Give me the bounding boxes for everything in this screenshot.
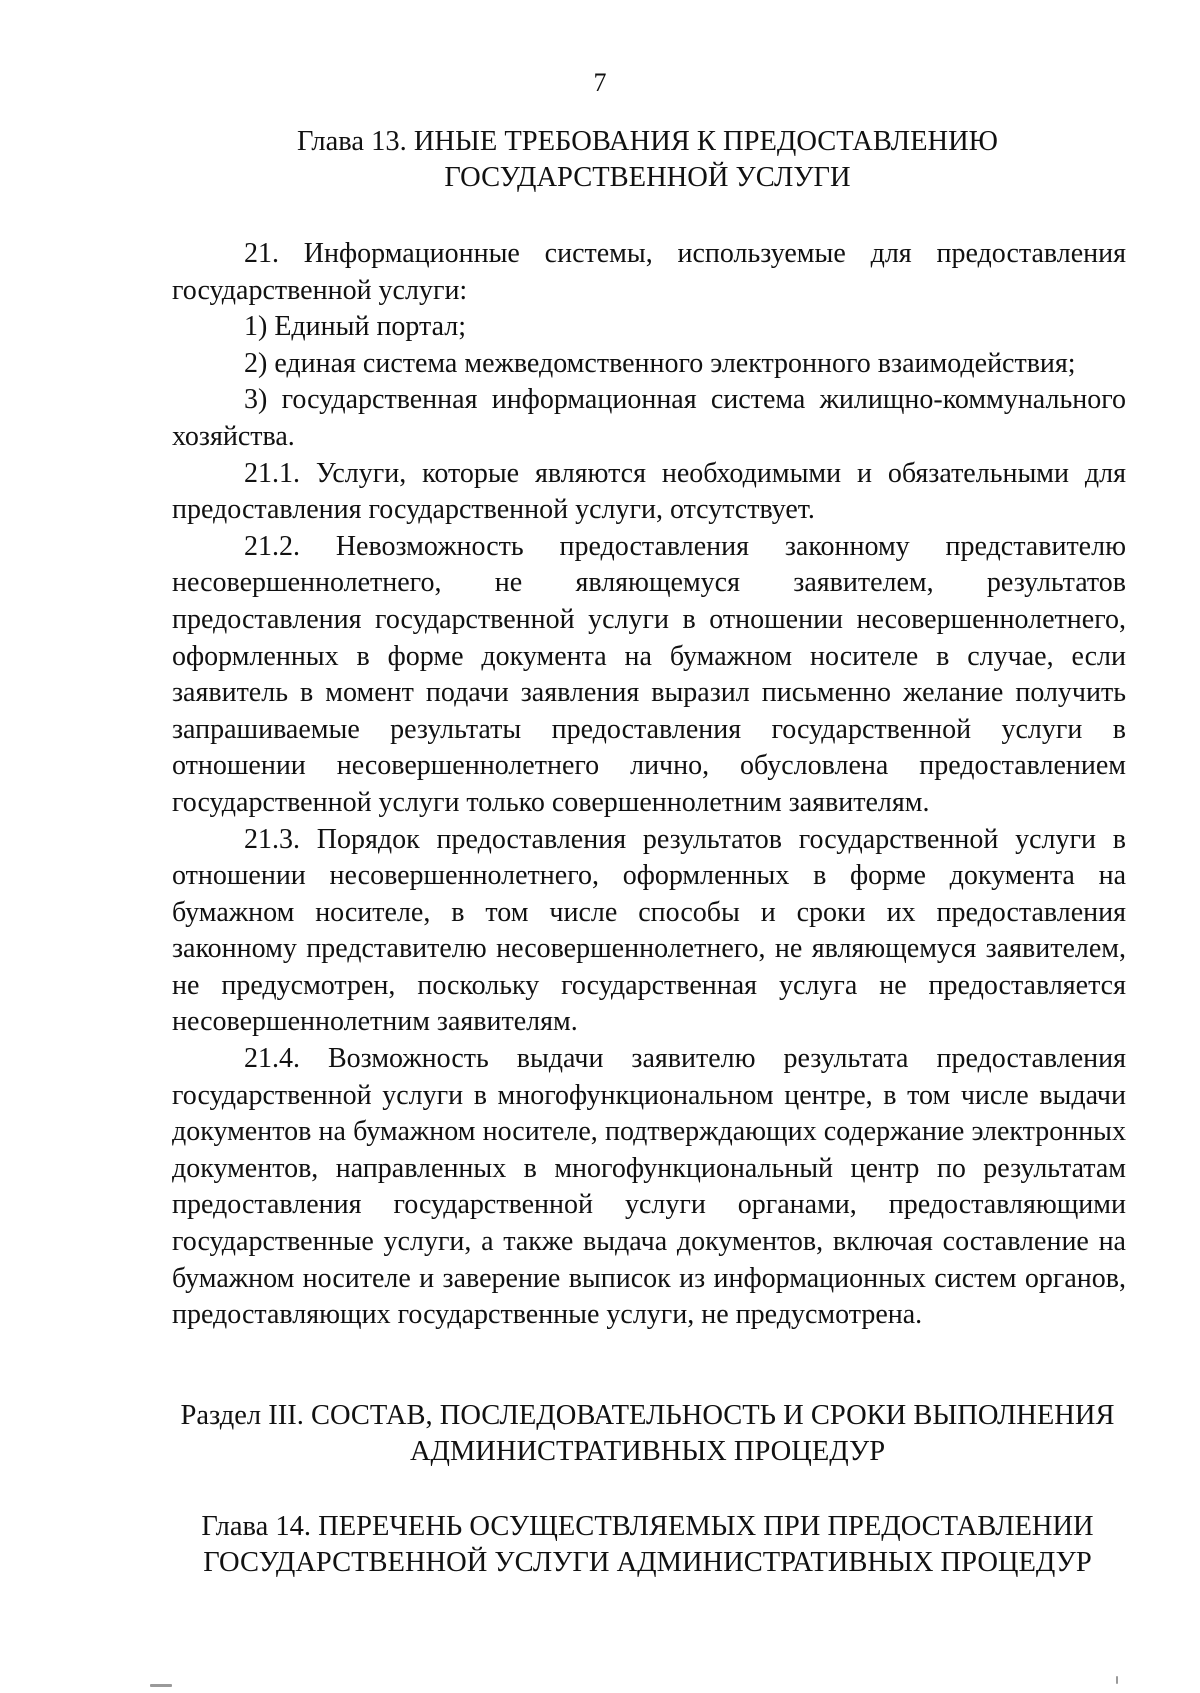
paragraph-21: 21. Информационные системы, используемые для предоставления государственной услуги: [172, 238, 1126, 306]
chapter-13-heading-line-2: ГОСУДАРСТВЕННОЙ УСЛУГИ [444, 162, 851, 193]
scan-artifact [150, 1684, 172, 1687]
page-number: 7 [593, 68, 607, 97]
list-item-2: 2) единая система межведомственного электронного взаимодействия; [244, 347, 1076, 379]
scan-artifact [1116, 1676, 1118, 1684]
section-3-heading-line-1: Раздел III. СОСТАВ, ПОСЛЕДОВАТЕЛЬНОСТЬ И СРОКИ ВЫПОЛНЕНИЯ [180, 1400, 1115, 1431]
chapter-14-heading-line-1: Глава 14. ПЕРЕЧЕНЬ ОСУЩЕСТВЛЯЕМЫХ ПРИ ПРЕДОСТАВЛЕНИИ [201, 1511, 1094, 1542]
chapter-14-heading [160, 1509, 1135, 1581]
list-item-1: 1) Единый портал; [244, 311, 467, 343]
chapter-13-heading [160, 124, 1135, 196]
paragraph-21-2: 21.2. Невозможность предоставления законному представителю несовершеннолетнего, не являющемуся заявителем, результатов предоставления государственной услуги в отношении несовершеннолетнего, оформленных в форме документа на бумажном носителе в случае, если заявитель в момент подачи заявления выразил письменно желание получить запрашиваемые результаты предоставления государственной услуги в отношении несовершеннолетнего лично, обусловлена предоставлением государственной услуги только совершеннолетним заявителям. [172, 530, 1126, 818]
paragraph-21-1: 21.1. Услуги, которые являются необходимыми и обязательными для предоставления государственной услуги, отсутствует. [172, 457, 1126, 526]
chapter-13-body [172, 236, 1126, 1334]
chapter-14-heading-line-2: ГОСУДАРСТВЕННОЙ УСЛУГИ АДМИНИСТРАТИВНЫХ ПРОЦЕДУР [203, 1547, 1092, 1578]
chapter-13-heading-line-1: Глава 13. ИНЫЕ ТРЕБОВАНИЯ К ПРЕДОСТАВЛЕНИЮ [297, 126, 998, 157]
paragraph-21-3: 21.3. Порядок предоставления результатов государственной услуги в отношении несовершеннолетнего, оформленных в форме документа на бумажном носителе, в том числе способы и сроки их предоставления законному представителю несовершеннолетнего, не являющемуся заявителем, не предусмотрен, поскольку государственная услуга не предоставляется несовершеннолетним заявителям. [172, 823, 1126, 1038]
section-3-heading [160, 1398, 1135, 1470]
paragraph-21-4: 21.4. Возможность выдачи заявителю результата предоставления государственной услуги в многофункциональном центре, в том числе выдачи документов на бумажном носителе, подтверждающих содержание электронных документов, направленных в многофункциональный центр по результатам предоставления государственной услуги органами, предоставляющими государственные услуги, а также выдача документов, включая составление на бумажном носителе и заверение выписок из информационных систем органов, предоставляющих государственные услуги, не предусмотрена. [172, 1043, 1126, 1331]
section-3-heading-line-2: АДМИНИСТРАТИВНЫХ ПРОЦЕДУР [409, 1436, 886, 1467]
list-item-3: 3) государственная информационная система жилищно-коммунального хозяйства. [172, 384, 1126, 452]
